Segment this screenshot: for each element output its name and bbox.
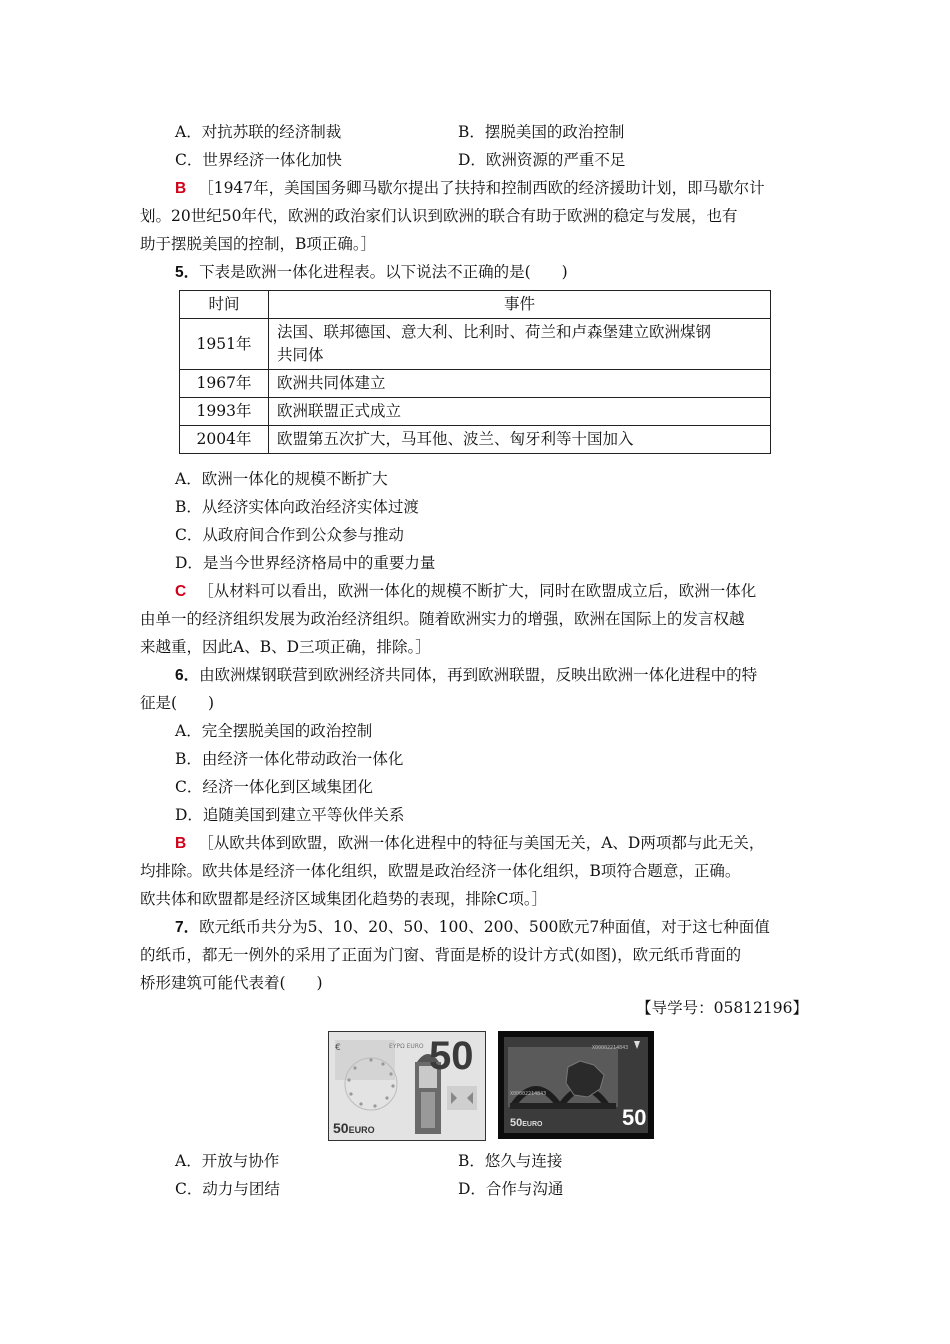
back-large-value: 50 [622,1105,647,1130]
table-row [180,398,771,426]
svg-text:X00002214843: X00002214843 [510,1091,547,1097]
q7-option-d: D．合作与沟通 [458,1180,564,1198]
table-cell-event: 法国、联邦德国、意大利、比利时、荷兰和卢森堡建立欧洲煤钢 共同体 [269,319,771,370]
q5-option-d: D．是当今世界经济格局中的重要力量 [175,554,436,572]
table-cell-year: 1951年 [180,319,269,370]
q5-explanation-line3: 来越重，因此A、B、D三项正确，排除。］ [140,638,431,656]
q7-option-b: B．悠久与连接 [458,1152,563,1170]
front-large-value: 50 [429,1034,474,1078]
q7-number: 7． [175,919,200,936]
q7-stem-line3: 桥形建筑可能代表着( ) [140,974,323,992]
q4-explanation-line1: B ［1947年，美国国务卿马歇尔提出了扶持和控制西欧的经济援助计划，即马歇尔计 [175,179,765,197]
q4-option-c: C．世界经济一体化加快 [175,151,342,169]
svg-text:EΥΡΩ EURO: EΥΡΩ EURO [389,1043,424,1050]
svg-text:X00002214843: X00002214843 [592,1045,629,1051]
integration-table [179,290,771,454]
table-cell-event: 欧盟第五次扩大，马耳他、波兰、匈牙利等十国加入 [269,426,771,454]
q5-explanation-line1: C ［从材料可以看出，欧洲一体化的规模不断扩大，同时在欧盟成立后，欧洲一体化 [175,582,757,600]
q5-option-b: B．从经济实体向政治经济实体过渡 [175,498,419,516]
q7-option-a: A．开放与协作 [175,1152,280,1170]
q5-answer: C [175,583,187,600]
table-header-time: 时间 [180,291,269,319]
q4-explanation-line2: 划。20世纪50年代，欧洲的政治家们认识到欧洲的联合有助于欧洲的稳定与发展，也有 [140,207,738,225]
q6-stem-line1: 6．由欧洲煤钢联营到欧洲经济共同体，再到欧洲联盟，反映出欧洲一体化进程中的特 [175,666,758,684]
q6-stem-line2: 征是( ) [140,694,215,712]
q4-option-a: A．对抗苏联的经济制裁 [175,123,342,141]
q7-stem-line2: 的纸币，都无一例外的采用了正面为门窗、背面是桥的设计方式(如图)，欧元纸币背面的 [140,946,742,964]
euro-banknote-front-image [328,1031,486,1141]
q5-option-c: C．从政府间合作到公众参与推动 [175,526,404,544]
table-header-row [180,291,771,319]
reference-number: 【导学号：05812196】 [636,999,808,1017]
front-corner-value: 50EURO [333,1120,375,1136]
q6-option-c: C．经济一体化到区域集团化 [175,778,373,796]
table-header-event: 事件 [269,291,771,319]
table-cell-year: 2004年 [180,426,269,454]
q6-option-b: B．由经济一体化带动政治一体化 [175,750,404,768]
q5-number: 5． [175,264,200,281]
q4-option-d: D．欧洲资源的严重不足 [458,151,626,169]
table-cell-year: 1967年 [180,370,269,398]
q6-explanation-line3: 欧共体和欧盟都是经济区域集团化趋势的表现，排除C项。］ [140,890,548,908]
q4-answer: B [175,180,187,197]
q6-answer: B [175,835,187,852]
q5-option-a: A．欧洲一体化的规模不断扩大 [175,470,388,488]
q4-option-b: B．摆脱美国的政治控制 [458,123,625,141]
q4-explanation-line3: 助于摆脱美国的控制，B项正确。］ [140,235,377,253]
q6-explanation-line2: 均排除。欧共体是经济一体化组织，欧盟是政治经济一体化组织，B项符合题意，正确。 [140,862,741,880]
q7-stem-line1: 7．欧元纸币共分为5、10、20、50、100、200、500欧元7种面值，对于这七种面值 [175,918,770,936]
q6-number: 6． [175,667,200,684]
q6-option-d: D．追随美国到建立平等伙伴关系 [175,806,405,824]
q6-option-a: A．完全摆脱美国的政治控制 [175,722,373,740]
table-cell-event: 欧洲共同体建立 [269,370,771,398]
q5-explanation-line2: 由单一的经济组织发展为政治经济组织。随着欧洲实力的增强，欧洲在国际上的发言权越 [140,610,745,628]
table-row [180,426,771,454]
svg-text:€: € [335,1043,341,1053]
q5-stem: 5．下表是欧洲一体化进程表。以下说法不正确的是( ) [175,263,568,281]
q6-explanation-line1: B ［从欧共体到欧盟，欧洲一体化进程中的特征与美国无关，A、D两项都与此无关， [175,834,765,852]
table-cell-event: 欧洲联盟正式成立 [269,398,771,426]
table-cell-year: 1993年 [180,398,269,426]
euro-banknote-back-image [498,1031,654,1139]
q7-option-c: C．动力与团结 [175,1180,280,1198]
table-row [180,370,771,398]
table-row [180,319,771,370]
back-corner-value: 50EURO [510,1117,543,1129]
